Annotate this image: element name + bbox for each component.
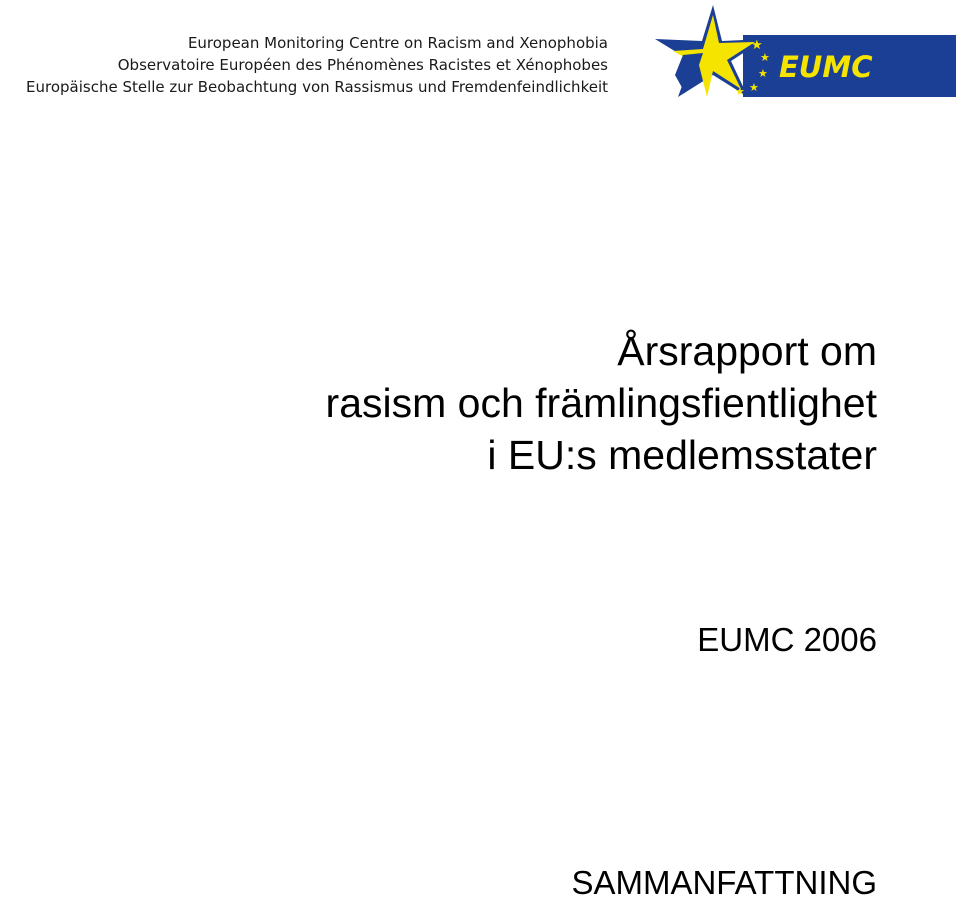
svg-text:★: ★	[749, 81, 759, 94]
svg-text:★: ★	[760, 51, 770, 64]
svg-text:★: ★	[735, 85, 745, 97]
title-line-1: Årsrapport om	[617, 328, 877, 374]
title-line-3: i EU:s medlemsstater	[487, 432, 877, 478]
edition-label: EUMC 2006	[697, 621, 877, 658]
logo-text: EUMC	[779, 50, 873, 84]
org-name-french: Observatoire Européen des Phénomènes Racistes et Xénophobes	[117, 56, 608, 74]
svg-text:★: ★	[751, 38, 763, 53]
summary-label: SAMMANFATTNING	[571, 864, 877, 901]
title-line-2: rasism och främlingsfientlighet	[325, 380, 877, 426]
report-title	[326, 325, 877, 481]
org-name-english: European Monitoring Centre on Racism and Xenophobia	[187, 34, 608, 52]
eumc-logo	[655, 5, 956, 97]
organization-names	[0, 32, 608, 98]
svg-text:★: ★	[758, 67, 768, 80]
org-name-german: Europäische Stelle zur Beobachtung von Rassismus und Fremdenfeindlichkeit	[26, 78, 608, 96]
star-with-eu-stars-logo-icon	[655, 5, 956, 97]
